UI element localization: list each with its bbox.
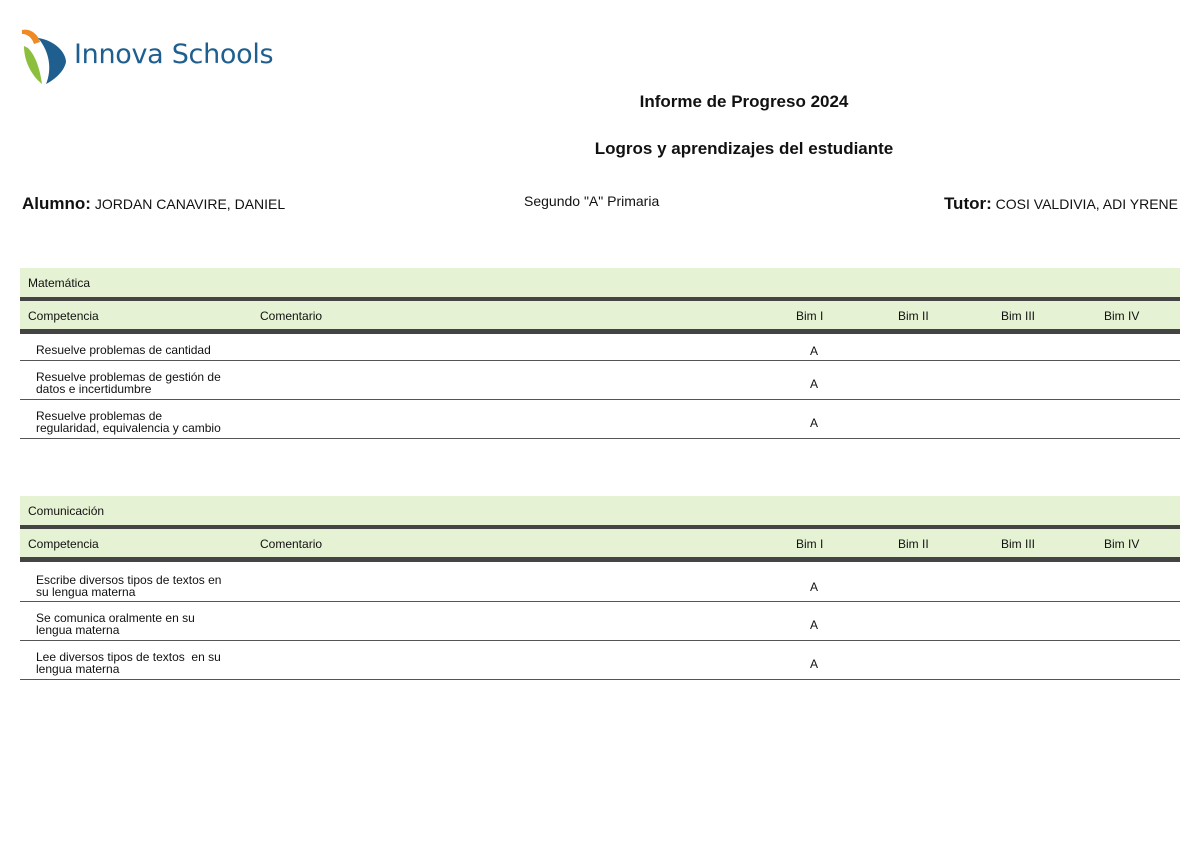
- col-bim1: Bim I: [796, 309, 824, 323]
- col-bim3: Bim III: [1001, 309, 1036, 323]
- col-bim1: Bim I: [796, 537, 824, 551]
- col-bim3: Bim III: [1001, 537, 1036, 551]
- competencia-line: datos e incertidumbre: [36, 382, 152, 396]
- alumno-name: JORDAN CANAVIRE, DANIEL: [94, 196, 286, 212]
- col-competencia: Competencia: [28, 537, 99, 551]
- competencia-line: regularidad, equivalencia y cambio: [36, 421, 221, 435]
- col-comentario: Comentario: [260, 309, 323, 323]
- col-bim4: Bim IV: [1104, 309, 1140, 323]
- tutor-label: Tutor:: [943, 194, 992, 213]
- competencia-line: su lengua materna: [36, 585, 136, 599]
- section-title: Comunicación: [20, 496, 1180, 529]
- grade-bim1: A: [810, 618, 819, 632]
- grade-bim1: A: [810, 416, 819, 430]
- competencia-text: [36, 574, 256, 598]
- report-title: Informe de Progreso 2024: [639, 92, 849, 111]
- competencia-line: Resuelve problemas de gestión de: [36, 370, 221, 384]
- col-bim4: Bim IV: [1104, 537, 1140, 551]
- table-row: [20, 400, 1180, 439]
- competencia-text: [36, 371, 256, 395]
- competencia-text: [36, 410, 256, 434]
- tutor-name: COSI VALDIVIA, ADI YRENE: [995, 196, 1178, 212]
- table-row: [20, 562, 1180, 602]
- col-competencia: Competencia: [28, 309, 99, 323]
- table-row: [20, 602, 1180, 641]
- competencia-line: Escribe diversos tipos de textos en: [36, 573, 222, 587]
- student-info: [22, 194, 285, 214]
- competencia-line: lengua materna: [36, 623, 120, 637]
- competencia-line: Resuelve problemas de cantidad: [36, 343, 211, 357]
- grade-bim1: A: [810, 344, 819, 358]
- column-header-row: [20, 301, 1180, 334]
- section-comunicacion: [20, 496, 1180, 680]
- competencia-line: Resuelve problemas de: [36, 409, 163, 423]
- school-logo: [20, 26, 280, 86]
- competencia-text: [36, 344, 256, 356]
- section-matematica: [20, 268, 1180, 439]
- col-bim2: Bim II: [898, 537, 929, 551]
- competencia-line: Se comunica oralmente en su: [36, 611, 195, 625]
- competencia-line: lengua materna: [36, 662, 120, 676]
- grade-bim1: A: [810, 580, 819, 594]
- grade-bim1: A: [810, 377, 819, 391]
- competencia-text: [36, 651, 256, 675]
- col-bim2: Bim II: [898, 309, 929, 323]
- column-header-row: [20, 529, 1180, 562]
- grade-info: Segundo "A" Primaria: [524, 193, 660, 209]
- grade-bim1: A: [810, 657, 819, 671]
- table-row: [20, 361, 1180, 400]
- table-row: [20, 334, 1180, 361]
- leaf-logo-icon: [20, 26, 70, 86]
- report-subtitle: Logros y aprendizajes del estudiante: [594, 139, 894, 158]
- col-comentario: Comentario: [260, 537, 323, 551]
- table-row: [20, 641, 1180, 680]
- logo-text: Innova Schools: [74, 39, 274, 70]
- section-title: Matemática: [20, 268, 1180, 301]
- competencia-text: [36, 612, 256, 636]
- alumno-label: Alumno:: [22, 194, 91, 213]
- tutor-info: [944, 194, 1178, 214]
- competencia-line: Lee diversos tipos de textos en su: [36, 650, 221, 664]
